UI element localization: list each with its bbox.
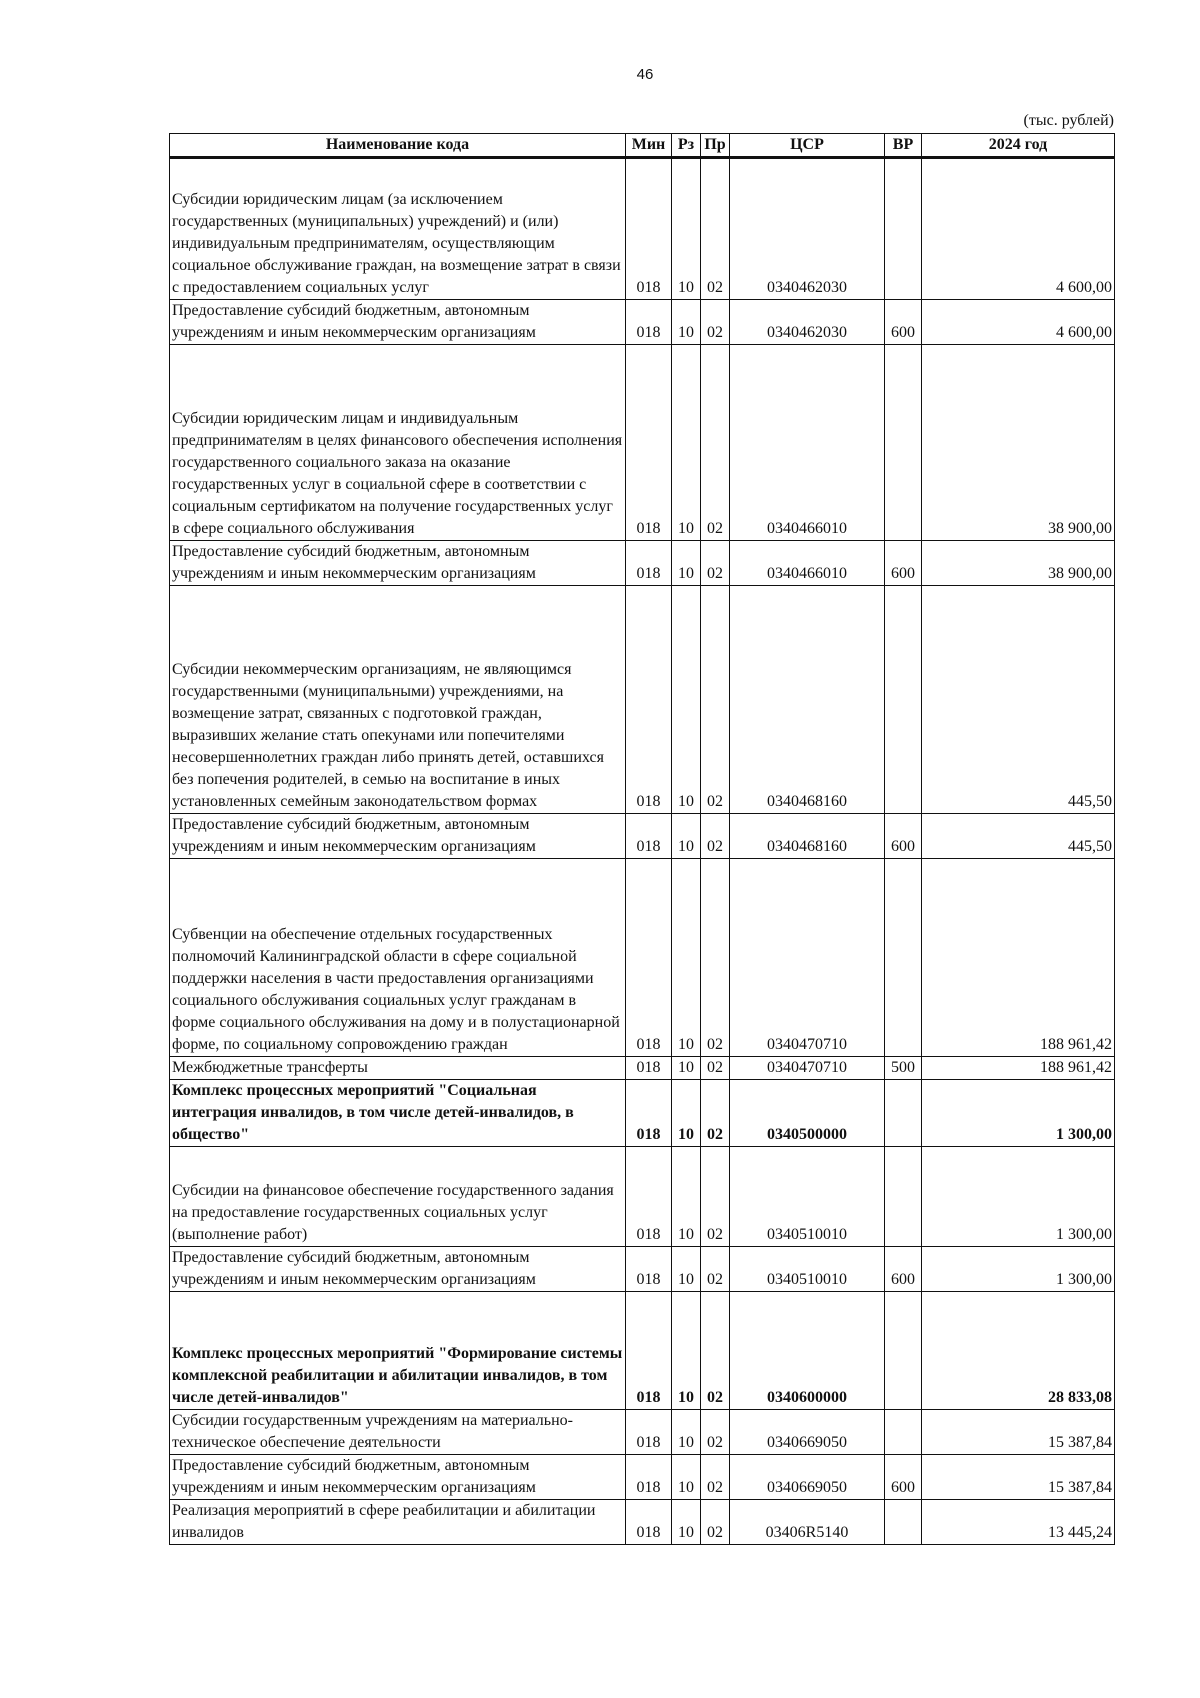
table-row xyxy=(170,1080,1115,1147)
row-csr: 0340510010 xyxy=(730,1247,885,1292)
row-vr xyxy=(885,586,922,814)
row-vr xyxy=(885,1292,922,1410)
row-name: Предоставление субсидий бюджетным, автономным учреждениям и иным некоммерческим организациям xyxy=(170,300,626,345)
row-pr: 02 xyxy=(701,1500,730,1545)
table-row xyxy=(170,541,1115,586)
row-name: Предоставление субсидий бюджетным, автономным учреждениям и иным некоммерческим организациям xyxy=(170,814,626,859)
row-name: Предоставление субсидий бюджетным, автономным учреждениям и иным некоммерческим организациям xyxy=(170,1455,626,1500)
row-pr: 02 xyxy=(701,300,730,345)
header-year: 2024 год xyxy=(922,134,1115,158)
row-name: Субсидии юридическим лицам (за исключением государственных (муниципальных) учреждений) и (или) индивидуальным предпринимателям, осуществляющим социальное обслуживание граждан, на возмещение затрат в связи с предоставлением социальных услуг xyxy=(170,158,626,300)
header-name: Наименование кода xyxy=(170,134,626,158)
row-amount: 4 600,00 xyxy=(922,300,1115,345)
table-body xyxy=(170,158,1115,1545)
header-rz: Рз xyxy=(672,134,701,158)
row-name: Субсидии государственным учреждениям на материально-техническое обеспечение деятельности xyxy=(170,1410,626,1455)
row-csr: 0340468160 xyxy=(730,814,885,859)
row-rz: 10 xyxy=(672,300,701,345)
row-pr: 02 xyxy=(701,541,730,586)
row-name: Предоставление субсидий бюджетным, автономным учреждениям и иным некоммерческим организациям xyxy=(170,1247,626,1292)
row-amount: 1 300,00 xyxy=(922,1147,1115,1247)
row-rz: 10 xyxy=(672,1455,701,1500)
row-name: Субвенции на обеспечение отдельных государственных полномочий Калининградской области в сфере социальной поддержки населения в части предоставления организациями социального обслуживания социальных услуг гражданам в форме социального обслуживания на дому и в полустационарной форме, по социальному сопровождению граждан xyxy=(170,859,626,1057)
table-row xyxy=(170,1500,1115,1545)
row-vr: 600 xyxy=(885,541,922,586)
row-csr: 0340470710 xyxy=(730,859,885,1057)
row-csr: 0340500000 xyxy=(730,1080,885,1147)
row-rz: 10 xyxy=(672,1147,701,1247)
row-vr: 600 xyxy=(885,1247,922,1292)
row-amount: 15 387,84 xyxy=(922,1410,1115,1455)
row-pr: 02 xyxy=(701,345,730,541)
page-number: 46 xyxy=(636,66,654,83)
row-min: 018 xyxy=(626,1247,672,1292)
row-vr: 600 xyxy=(885,300,922,345)
row-rz: 10 xyxy=(672,1410,701,1455)
table-row xyxy=(170,814,1115,859)
row-pr: 02 xyxy=(701,859,730,1057)
row-vr xyxy=(885,1500,922,1545)
table-row xyxy=(170,586,1115,814)
row-amount: 38 900,00 xyxy=(922,345,1115,541)
row-name: Предоставление субсидий бюджетным, автономным учреждениям и иным некоммерческим организациям xyxy=(170,541,626,586)
row-vr xyxy=(885,1147,922,1247)
table-row xyxy=(170,1292,1115,1410)
row-vr xyxy=(885,1410,922,1455)
table-row xyxy=(170,1057,1115,1080)
row-min: 018 xyxy=(626,859,672,1057)
row-min: 018 xyxy=(626,300,672,345)
row-min: 018 xyxy=(626,586,672,814)
row-vr xyxy=(885,158,922,300)
table-row xyxy=(170,1455,1115,1500)
row-csr: 0340669050 xyxy=(730,1410,885,1455)
row-name: Комплекс процессных мероприятий "Формирование системы комплексной реабилитации и абилитации инвалидов, в том числе детей-инвалидов" xyxy=(170,1292,626,1410)
table-row xyxy=(170,1247,1115,1292)
row-rz: 10 xyxy=(672,1057,701,1080)
row-csr: 0340600000 xyxy=(730,1292,885,1410)
row-name: Реализация мероприятий в сфере реабилитации и абилитации инвалидов xyxy=(170,1500,626,1545)
row-min: 018 xyxy=(626,158,672,300)
header-vr: ВР xyxy=(885,134,922,158)
row-amount: 445,50 xyxy=(922,586,1115,814)
row-amount: 1 300,00 xyxy=(922,1080,1115,1147)
row-pr: 02 xyxy=(701,586,730,814)
row-csr: 0340462030 xyxy=(730,300,885,345)
row-amount: 188 961,42 xyxy=(922,1057,1115,1080)
row-min: 018 xyxy=(626,1080,672,1147)
row-vr: 600 xyxy=(885,1455,922,1500)
header-csr: ЦСР xyxy=(730,134,885,158)
row-csr: 0340468160 xyxy=(730,586,885,814)
row-rz: 10 xyxy=(672,541,701,586)
row-amount: 1 300,00 xyxy=(922,1247,1115,1292)
header-min: Мин xyxy=(626,134,672,158)
row-name: Комплекс процессных мероприятий "Социальная интеграция инвалидов, в том числе детей-инвалидов, в общество" xyxy=(170,1080,626,1147)
row-min: 018 xyxy=(626,1455,672,1500)
row-amount: 13 445,24 xyxy=(922,1500,1115,1545)
row-pr: 02 xyxy=(701,1057,730,1080)
row-csr: 0340470710 xyxy=(730,1057,885,1080)
row-amount: 38 900,00 xyxy=(922,541,1115,586)
table-row xyxy=(170,859,1115,1057)
table-row xyxy=(170,300,1115,345)
row-rz: 10 xyxy=(672,345,701,541)
row-name: Субсидии некоммерческим организациям, не являющимся государственными (муниципальными) учреждениями, на возмещение затрат, связанных с подготовкой граждан, выразивших желание стать опекунами или попечителями несовершеннолетних граждан либо принять детей, оставшихся без попечения родителей, в семью на воспитание в иных установленных семейным законодательством формах xyxy=(170,586,626,814)
row-min: 018 xyxy=(626,1057,672,1080)
row-min: 018 xyxy=(626,1292,672,1410)
row-min: 018 xyxy=(626,541,672,586)
row-name: Субсидии юридическим лицам и индивидуальным предпринимателям в целях финансового обеспечения исполнения государственного социального заказа на оказание государственных услуг в социальной сфере в соответствии с социальным сертификатом на получение государственных услуг в сфере социального обслуживания xyxy=(170,345,626,541)
row-csr: 0340510010 xyxy=(730,1147,885,1247)
table-row xyxy=(170,158,1115,300)
row-min: 018 xyxy=(626,1500,672,1545)
row-rz: 10 xyxy=(672,1292,701,1410)
table-header-row xyxy=(170,134,1115,158)
table-row xyxy=(170,1410,1115,1455)
row-amount: 4 600,00 xyxy=(922,158,1115,300)
row-amount: 28 833,08 xyxy=(922,1292,1115,1410)
row-amount: 188 961,42 xyxy=(922,859,1115,1057)
row-csr: 0340466010 xyxy=(730,541,885,586)
row-vr: 500 xyxy=(885,1057,922,1080)
row-rz: 10 xyxy=(672,158,701,300)
row-vr xyxy=(885,859,922,1057)
row-vr xyxy=(885,345,922,541)
row-csr: 0340466010 xyxy=(730,345,885,541)
row-rz: 10 xyxy=(672,814,701,859)
row-pr: 02 xyxy=(701,814,730,859)
row-pr: 02 xyxy=(701,158,730,300)
row-amount: 15 387,84 xyxy=(922,1455,1115,1500)
row-min: 018 xyxy=(626,814,672,859)
row-amount: 445,50 xyxy=(922,814,1115,859)
row-vr xyxy=(885,1080,922,1147)
row-name: Межбюджетные трансферты xyxy=(170,1057,626,1080)
budget-table xyxy=(169,133,1115,1545)
row-name: Субсидии на финансовое обеспечение государственного задания на предоставление государственных социальных услуг (выполнение работ) xyxy=(170,1147,626,1247)
row-min: 018 xyxy=(626,1147,672,1247)
header-pr: Пр xyxy=(701,134,730,158)
row-rz: 10 xyxy=(672,1247,701,1292)
row-min: 018 xyxy=(626,345,672,541)
row-pr: 02 xyxy=(701,1410,730,1455)
row-csr: 0340462030 xyxy=(730,158,885,300)
units-caption: (тыс. рублей) xyxy=(1023,112,1114,129)
row-pr: 02 xyxy=(701,1292,730,1410)
row-min: 018 xyxy=(626,1410,672,1455)
row-vr: 600 xyxy=(885,814,922,859)
row-pr: 02 xyxy=(701,1455,730,1500)
table-row xyxy=(170,345,1115,541)
row-pr: 02 xyxy=(701,1080,730,1147)
row-rz: 10 xyxy=(672,859,701,1057)
row-rz: 10 xyxy=(672,1080,701,1147)
row-pr: 02 xyxy=(701,1147,730,1247)
table-row xyxy=(170,1147,1115,1247)
row-csr: 03406R5140 xyxy=(730,1500,885,1545)
row-rz: 10 xyxy=(672,1500,701,1545)
row-rz: 10 xyxy=(672,586,701,814)
row-csr: 0340669050 xyxy=(730,1455,885,1500)
row-pr: 02 xyxy=(701,1247,730,1292)
